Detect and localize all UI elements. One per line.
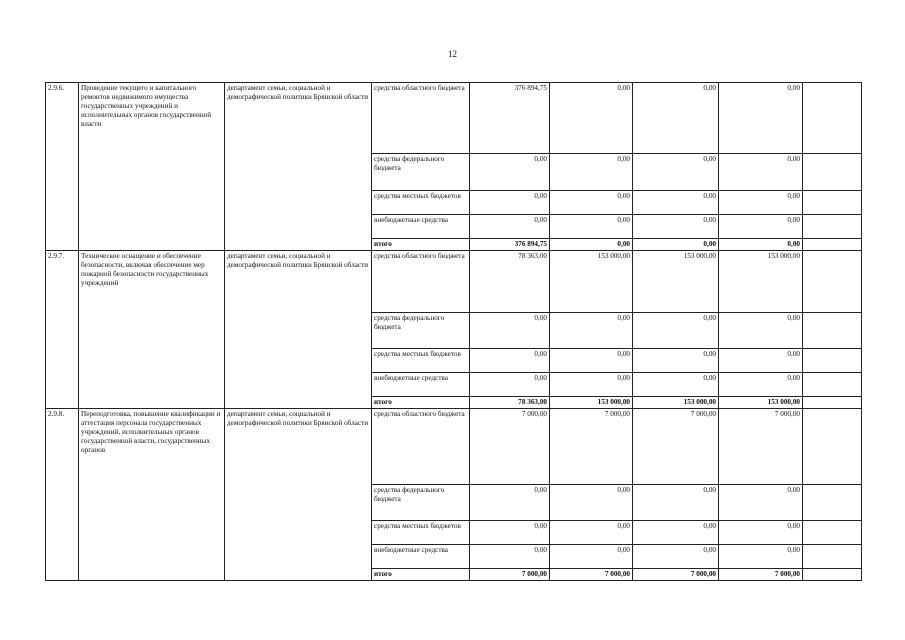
item-index: 2.9.6. — [46, 83, 79, 251]
page-number: 12 — [448, 49, 457, 59]
item-executor: департамент семьи, социальной и демографической политики Брянской области — [225, 251, 372, 409]
value-cell: 0,00 — [633, 83, 719, 154]
value-cell: 0,00 — [550, 485, 633, 521]
empty-cell — [803, 545, 862, 569]
value-cell: 153 000,00 — [633, 251, 719, 313]
value-cell: 153 000,00 — [719, 397, 803, 409]
value-cell: 7 000,00 — [470, 569, 550, 581]
value-cell: 153 000,00 — [550, 397, 633, 409]
value-cell: 0,00 — [550, 313, 633, 349]
value-cell: 0,00 — [719, 239, 803, 251]
empty-cell — [803, 349, 862, 373]
value-cell: 0,00 — [633, 215, 719, 239]
empty-cell — [803, 154, 862, 191]
empty-cell — [803, 239, 862, 251]
value-cell: 0,00 — [633, 191, 719, 215]
item-executor: департамент семьи, социальной и демографической политики Брянской области — [225, 409, 372, 581]
value-cell: 0,00 — [633, 349, 719, 373]
empty-cell — [803, 313, 862, 349]
value-cell: 153 000,00 — [633, 397, 719, 409]
value-cell: 0,00 — [470, 521, 550, 545]
value-cell: 0,00 — [633, 373, 719, 397]
value-cell: 0,00 — [719, 545, 803, 569]
funding-source: средства местных бюджетов — [372, 191, 470, 215]
value-cell: 7 000,00 — [470, 409, 550, 485]
value-cell: 0,00 — [550, 215, 633, 239]
funding-source: средства федерального бюджета — [372, 154, 470, 191]
value-cell: 0,00 — [633, 239, 719, 251]
value-cell: 376 894,75 — [470, 83, 550, 154]
table-row — [46, 83, 862, 154]
value-cell: 0,00 — [470, 373, 550, 397]
value-cell: 0,00 — [719, 349, 803, 373]
empty-cell — [803, 409, 862, 485]
value-cell: 78 363,00 — [470, 251, 550, 313]
value-cell: 0,00 — [719, 521, 803, 545]
value-cell: 0,00 — [719, 485, 803, 521]
value-cell: 0,00 — [470, 313, 550, 349]
value-cell: 0,00 — [470, 154, 550, 191]
funding-source: внебюджетные средства — [372, 373, 470, 397]
value-cell: 0,00 — [550, 521, 633, 545]
value-cell: 0,00 — [550, 349, 633, 373]
empty-cell — [803, 191, 862, 215]
funding-source: итого — [372, 569, 470, 581]
value-cell: 0,00 — [550, 239, 633, 251]
table-row — [46, 251, 862, 313]
empty-cell — [803, 569, 862, 581]
value-cell: 0,00 — [470, 485, 550, 521]
value-cell: 78 363,00 — [470, 397, 550, 409]
item-executor: департамент семьи, социальной и демографической политики Брянской области — [225, 83, 372, 251]
value-cell: 7 000,00 — [633, 409, 719, 485]
value-cell: 0,00 — [470, 349, 550, 373]
value-cell: 7 000,00 — [719, 409, 803, 485]
value-cell: 0,00 — [470, 545, 550, 569]
funding-source: внебюджетные средства — [372, 215, 470, 239]
value-cell: 0,00 — [550, 83, 633, 154]
empty-cell — [803, 373, 862, 397]
value-cell: 0,00 — [633, 521, 719, 545]
funding-source: средства областного бюджета — [372, 251, 470, 313]
value-cell: 7 000,00 — [719, 569, 803, 581]
empty-cell — [803, 83, 862, 154]
funding-source: средства федерального бюджета — [372, 313, 470, 349]
funding-source: средства областного бюджета — [372, 409, 470, 485]
item-index: 2.9.7. — [46, 251, 79, 409]
funding-source: итого — [372, 397, 470, 409]
value-cell: 153 000,00 — [719, 251, 803, 313]
funding-source: средства местных бюджетов — [372, 521, 470, 545]
value-cell: 0,00 — [719, 215, 803, 239]
budget-table — [45, 82, 862, 581]
value-cell: 0,00 — [719, 313, 803, 349]
value-cell: 0,00 — [719, 154, 803, 191]
empty-cell — [803, 521, 862, 545]
value-cell: 0,00 — [633, 154, 719, 191]
value-cell: 7 000,00 — [550, 409, 633, 485]
value-cell: 0,00 — [470, 191, 550, 215]
value-cell: 0,00 — [719, 83, 803, 154]
empty-cell — [803, 215, 862, 239]
value-cell: 0,00 — [470, 215, 550, 239]
value-cell: 0,00 — [633, 545, 719, 569]
item-description: Переподготовка, повышение квалификации и аттестация персонала государственных учреждений, исполнительных органов государственной власти, государственных органов — [79, 409, 225, 581]
value-cell: 7 000,00 — [550, 569, 633, 581]
funding-source: средства федерального бюджета — [372, 485, 470, 521]
value-cell: 0,00 — [633, 313, 719, 349]
value-cell: 0,00 — [550, 191, 633, 215]
table-row — [46, 409, 862, 485]
funding-source: средства местных бюджетов — [372, 349, 470, 373]
value-cell: 153 000,00 — [550, 251, 633, 313]
value-cell: 0,00 — [719, 373, 803, 397]
empty-cell — [803, 251, 862, 313]
value-cell: 7 000,00 — [633, 569, 719, 581]
item-description: Техническое оснащение и обеспечение безопасности, включая обеспечение мер пожарной безопасности государственных учреждений — [79, 251, 225, 409]
empty-cell — [803, 485, 862, 521]
item-description: Проведение текущего и капитального ремонтов недвижимого имущества государственных учреждений и исполнительных органов государственной власти — [79, 83, 225, 251]
funding-source: средства областного бюджета — [372, 83, 470, 154]
value-cell: 0,00 — [719, 191, 803, 215]
value-cell: 0,00 — [633, 485, 719, 521]
value-cell: 0,00 — [550, 545, 633, 569]
value-cell: 0,00 — [550, 373, 633, 397]
value-cell: 0,00 — [550, 154, 633, 191]
item-index: 2.9.8. — [46, 409, 79, 581]
funding-source: итого — [372, 239, 470, 251]
value-cell: 376 894,75 — [470, 239, 550, 251]
empty-cell — [803, 397, 862, 409]
funding-source: внебюджетные средства — [372, 545, 470, 569]
